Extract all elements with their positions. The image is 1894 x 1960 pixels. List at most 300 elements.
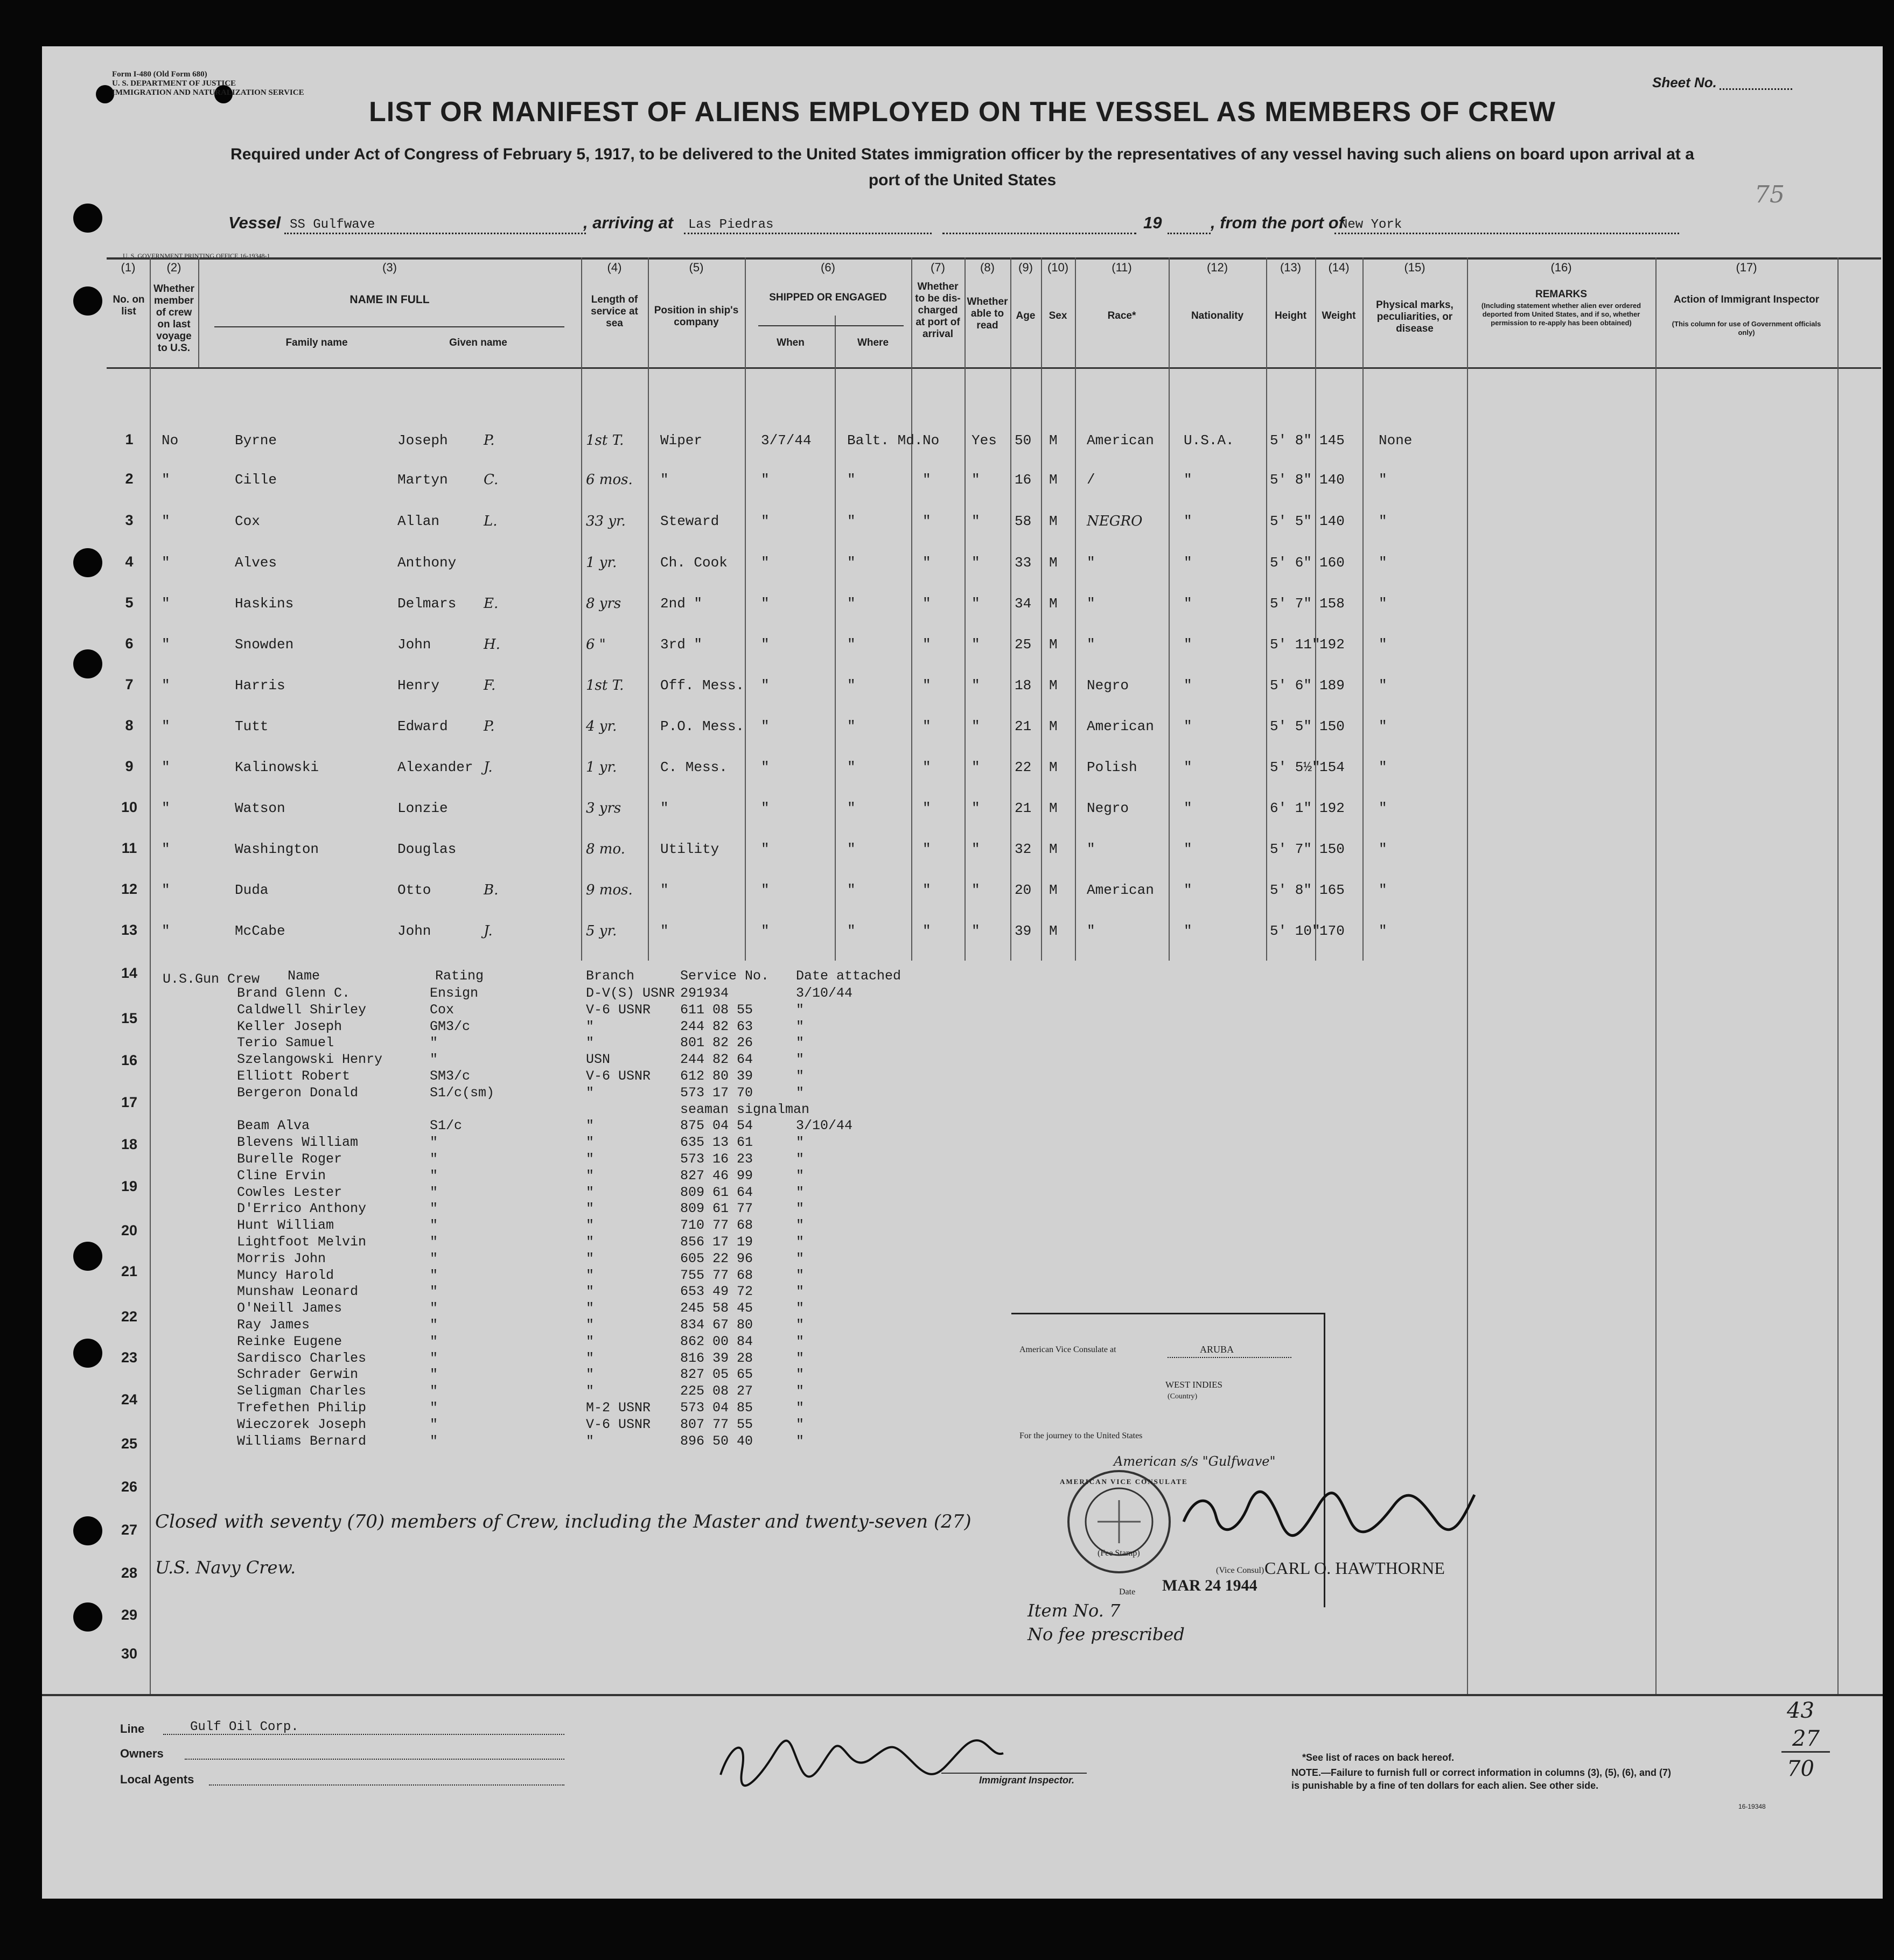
column-divider: [150, 257, 151, 1694]
gun-crew-rating: Ensign: [430, 985, 479, 1001]
printing-office: U. S. GOVERNMENT PRINTING OFFICE 16-19348-1: [123, 252, 270, 260]
stamp-country-label: (Country): [1168, 1392, 1198, 1401]
row-number: 14: [121, 965, 138, 981]
crew-discharged: ": [922, 718, 931, 734]
manifest-sheet: [42, 46, 1883, 1899]
vessel-label: Vessel: [228, 213, 281, 232]
gun-crew-name: Wieczorek Joseph: [237, 1416, 367, 1432]
crew-height: 5' 7": [1270, 841, 1312, 857]
row-number: 17: [121, 1094, 138, 1110]
gun-crew-rating: ": [430, 1151, 438, 1167]
crew-discharged: ": [922, 923, 931, 939]
crew-race: Negro: [1087, 800, 1129, 816]
crew-service: 1 yr.: [586, 555, 617, 571]
gun-crew-rating-header: Rating: [435, 968, 484, 984]
gun-crew-sn-header: Service No.: [680, 968, 770, 984]
crew-height: 5' 6": [1270, 555, 1312, 571]
crew-given-name: Edward: [397, 718, 448, 734]
crew-read: ": [972, 472, 980, 488]
gun-crew-name: Schrader Gerwin: [237, 1367, 359, 1383]
col-header-read: Whether able to read: [967, 296, 1008, 331]
closing-note: Closed with seventy (70) members of Crew, including the Master and twenty-seven (27): [155, 1511, 972, 1532]
crew-family-name: Harris: [235, 677, 285, 694]
gun-crew-date: ": [796, 1018, 805, 1034]
form-id-line2: U. S. DEPARTMENT OF JUSTICE: [112, 79, 236, 88]
from-port-label: , from the port of: [1211, 213, 1344, 232]
crew-sex: M: [1049, 513, 1058, 529]
crew-read: ": [972, 800, 980, 816]
stamp-country: WEST INDIES: [1165, 1380, 1222, 1390]
crew-service: 6 mos.: [586, 472, 633, 488]
gun-crew-branch: ": [586, 1217, 595, 1234]
gun-crew-date: ": [796, 1217, 805, 1234]
crew-where: ": [847, 555, 856, 571]
crew-last-voyage: ": [162, 513, 170, 529]
col-header-name: NAME IN FULL: [350, 293, 430, 306]
gun-crew-service-no: 827 46 99: [680, 1167, 753, 1184]
gun-crew-rating: ": [430, 1317, 438, 1333]
row-number: 13: [121, 922, 138, 938]
gun-crew-name: Blevens William: [237, 1135, 359, 1151]
gun-crew-branch: ": [586, 1151, 595, 1167]
col-header-remarks-note: (Including statement whether alien ever ordered deported from United States, and if so, whether permission to re-apply has been obtained): [1481, 302, 1641, 327]
gun-crew-rating: ": [430, 1135, 438, 1151]
col-num: (9): [1018, 261, 1033, 274]
crew-read: Yes: [972, 432, 997, 449]
gun-crew-name: Terio Samuel: [237, 1035, 334, 1051]
crew-discharged: ": [922, 513, 931, 529]
col-num: (10): [1047, 261, 1069, 274]
crew-read: ": [972, 923, 980, 939]
gun-crew-rating: ": [430, 1383, 438, 1399]
gun-crew-branch: ": [586, 1135, 595, 1151]
crew-nationality: ": [1184, 555, 1192, 571]
row-number: 16: [121, 1052, 138, 1068]
col-num: (8): [980, 261, 995, 274]
crew-marks: ": [1379, 472, 1387, 488]
crew-initial: P.: [484, 718, 495, 734]
crew-last-voyage: ": [162, 841, 170, 857]
vessel-name: SS Gulfwave: [290, 218, 375, 232]
crew-sex: M: [1049, 432, 1058, 449]
row-number: 20: [121, 1222, 138, 1238]
crew-race: American: [1087, 718, 1154, 734]
fee-note: No fee prescribed: [1028, 1624, 1185, 1644]
row-number: 23: [121, 1349, 138, 1366]
crew-last-voyage: ": [162, 677, 170, 694]
crew-race: Polish: [1087, 759, 1137, 775]
col-num: (16): [1550, 261, 1572, 274]
vessel-line: [284, 233, 586, 234]
crew-sex: M: [1049, 841, 1058, 857]
crew-when: 3/7/44: [761, 432, 812, 449]
row-number: 12: [121, 881, 138, 897]
date-line: [942, 233, 1136, 234]
crew-discharged: ": [922, 555, 931, 571]
col-num: (2): [166, 261, 181, 274]
gun-crew-branch: ": [586, 1350, 595, 1366]
gun-crew-rating: ": [430, 1284, 438, 1300]
col-header-last-voyage: Whether member of crew on last voyage to U.S.: [153, 283, 194, 354]
gun-crew-branch: D-V(S) USNR: [586, 985, 675, 1001]
column-divider: [1467, 257, 1468, 1694]
gun-crew-branch: ": [586, 1317, 595, 1333]
col-num: (3): [382, 261, 397, 274]
crew-position: 3rd ": [660, 636, 703, 653]
crew-sex: M: [1049, 636, 1058, 653]
row-number: 21: [121, 1263, 138, 1279]
crew-where: ": [847, 513, 856, 529]
crew-marks: ": [1379, 513, 1387, 529]
crew-discharged: ": [922, 882, 931, 898]
gun-crew-service-no: 875 04 54: [680, 1118, 753, 1134]
col-header-action-note: (This column for use of Government officials only): [1672, 320, 1821, 337]
crew-family-name: Washington: [235, 841, 319, 857]
arriving-port: Las Piedras: [688, 218, 774, 232]
gun-crew-rating: GM3/c: [430, 1018, 471, 1034]
crew-initial: P.: [484, 432, 495, 449]
gun-crew-date: ": [796, 1416, 805, 1432]
gun-crew-name: Caldwell Shirley: [237, 1002, 367, 1018]
gun-crew-service-no: 827 05 65: [680, 1367, 753, 1383]
crew-given-name: Anthony: [397, 555, 457, 571]
gun-crew-name: Lightfoot Melvin: [237, 1234, 367, 1250]
col-num: (14): [1328, 261, 1350, 274]
crew-given-name: Martyn: [397, 472, 448, 488]
gun-crew-branch: ": [586, 1267, 595, 1283]
gun-crew-branch: ": [586, 1018, 595, 1034]
crew-nationality: ": [1184, 596, 1192, 612]
crew-height: 5' 8": [1270, 472, 1312, 488]
crew-when: ": [761, 759, 770, 775]
gun-crew-service-no: 834 67 80: [680, 1317, 753, 1333]
gun-crew-branch: V-6 USNR: [586, 1002, 651, 1018]
gun-crew-branch: ": [586, 1167, 595, 1184]
column-divider: [1010, 257, 1011, 961]
gun-crew-name: O'Neill James: [237, 1300, 343, 1317]
crew-given-name: Otto: [397, 882, 431, 898]
crew-last-voyage: ": [162, 636, 170, 653]
crew-where: ": [847, 759, 856, 775]
crew-age: 16: [1015, 472, 1032, 488]
crew-sex: M: [1049, 800, 1058, 816]
crew-when: ": [761, 472, 770, 488]
col-header-family-name: Family name: [285, 337, 348, 348]
punch-hole: [73, 1242, 102, 1271]
col-num: (5): [689, 261, 704, 274]
table-top-rule: [107, 257, 1881, 260]
crew-initial: C.: [484, 472, 499, 488]
gun-crew-name: Bergeron Donald: [237, 1084, 359, 1101]
row-number: 28: [121, 1565, 138, 1581]
gun-crew-branch: ": [586, 1333, 595, 1349]
row-number: 6: [125, 635, 134, 652]
row-number: 9: [125, 758, 134, 774]
gun-crew-service-no: 801 82 26: [680, 1035, 753, 1051]
gun-crew-branch: ": [586, 1035, 595, 1051]
crew-nationality: U.S.A.: [1184, 432, 1234, 449]
crew-service: 33 yr.: [586, 513, 626, 529]
subheader-rule: [758, 325, 904, 326]
gun-crew-name: Morris John: [237, 1250, 326, 1266]
crew-service: 6 ": [586, 636, 606, 653]
crew-discharged: ": [922, 472, 931, 488]
gun-crew-rating: ": [430, 1234, 438, 1250]
gun-crew-service-no: 573 17 70: [680, 1084, 753, 1101]
crew-age: 25: [1015, 636, 1032, 653]
gun-crew-service-no: 896 50 40: [680, 1433, 753, 1449]
crew-marks: ": [1379, 923, 1387, 939]
crew-race: /: [1087, 472, 1095, 488]
row-number: 19: [121, 1178, 138, 1194]
crew-position: P.O. Mess.: [660, 718, 745, 734]
agents-label: Local Agents: [120, 1773, 194, 1786]
gun-crew-date: ": [796, 1002, 805, 1018]
crew-last-voyage: ": [162, 555, 170, 571]
row-number: 26: [121, 1479, 138, 1495]
col-header-sex: Sex: [1049, 310, 1067, 321]
gun-crew-date: ": [796, 1184, 805, 1200]
crew-race: ": [1087, 555, 1095, 571]
crew-service: 8 yrs: [586, 596, 621, 612]
column-divider: [581, 257, 582, 961]
page-title: LIST OR MANIFEST OF ALIENS EMPLOYED ON THE VESSEL AS MEMBERS OF CREW: [369, 96, 1556, 128]
crew-height: 5' 8": [1270, 432, 1312, 449]
gun-crew-name: D'Errico Anthony: [237, 1201, 367, 1217]
column-divider: [1315, 257, 1316, 961]
gun-crew-date: ": [796, 1250, 805, 1266]
column-divider: [648, 257, 649, 961]
gun-crew-rating: ": [430, 1184, 438, 1200]
crew-nationality: ": [1184, 472, 1192, 488]
gun-crew-service-no: 244 82 63: [680, 1018, 753, 1034]
crew-where: ": [847, 636, 856, 653]
gun-crew-date: ": [796, 1035, 805, 1051]
tally-rule: [1781, 1751, 1830, 1753]
row-number: 24: [121, 1391, 138, 1408]
crew-given-name: Lonzie: [397, 800, 448, 816]
col-num: (1): [121, 261, 136, 274]
col-header-race: Race*: [1107, 310, 1136, 321]
crew-race: ": [1087, 596, 1095, 612]
col-num: (13): [1280, 261, 1302, 274]
crew-when: ": [761, 923, 770, 939]
crew-sex: M: [1049, 555, 1058, 571]
crew-weight: 145: [1319, 432, 1345, 449]
col-header-discharged: Whether to be dis-charged at port of arrival: [915, 281, 961, 340]
crew-nationality: ": [1184, 882, 1192, 898]
gun-crew-rating: ": [430, 1250, 438, 1266]
vice-consul-signature: [1178, 1484, 1480, 1543]
gun-crew-date: 3/10/44: [796, 1118, 853, 1134]
gun-crew-name: Ray James: [237, 1317, 310, 1333]
crew-last-voyage: ": [162, 759, 170, 775]
crew-read: ": [972, 882, 980, 898]
gun-crew-service-no: 635 13 61: [680, 1135, 753, 1151]
gun-crew-rating: ": [430, 1035, 438, 1051]
col-header-when: When: [777, 337, 805, 348]
crew-position: ": [660, 800, 669, 816]
crew-when: ": [761, 677, 770, 694]
crew-height: 5' 7": [1270, 596, 1312, 612]
crew-discharged: ": [922, 677, 931, 694]
crew-last-voyage: No: [162, 432, 179, 449]
gun-crew-date: 3/10/44: [796, 985, 853, 1001]
crew-height: 5' 6": [1270, 677, 1312, 694]
crew-age: 50: [1015, 432, 1032, 449]
punch-hole: [73, 204, 102, 233]
gun-crew-branch: ": [586, 1250, 595, 1266]
crew-family-name: Cille: [235, 472, 277, 488]
crew-family-name: Snowden: [235, 636, 294, 653]
gun-crew-service-no: 710 77 68: [680, 1217, 753, 1234]
footnote-races: *See list of races on back hereof.: [1302, 1752, 1455, 1763]
stamp-consulate: ARUBA: [1200, 1344, 1234, 1355]
stamp-seal-text: AMERICAN VICE CONSULATE: [1060, 1478, 1188, 1486]
gun-crew-date: ": [796, 1052, 805, 1068]
crew-marks: ": [1379, 596, 1387, 612]
crew-weight: 150: [1319, 841, 1345, 857]
stamp-date: MAR 24 1944: [1162, 1577, 1257, 1594]
crew-weight: 158: [1319, 596, 1345, 612]
crew-last-voyage: ": [162, 472, 170, 488]
crew-nationality: ": [1184, 759, 1192, 775]
arriving-line: [684, 233, 932, 234]
crew-service: 1 yr.: [586, 759, 617, 775]
crew-marks: ": [1379, 882, 1387, 898]
crew-given-name: Henry: [397, 677, 440, 694]
gun-crew-service-no: 611 08 55: [680, 1002, 753, 1018]
crew-discharged: ": [922, 841, 931, 857]
crew-race: Negro: [1087, 677, 1129, 694]
tally-1: 43: [1787, 1698, 1814, 1723]
crew-position: Off. Mess.: [660, 677, 745, 694]
crew-where: Balt. Md.: [847, 432, 923, 449]
gun-crew-rating: ": [430, 1167, 438, 1184]
crew-age: 18: [1015, 677, 1032, 694]
col-header-weight: Weight: [1322, 310, 1356, 321]
row-number: 1: [125, 431, 134, 447]
crew-where: ": [847, 718, 856, 734]
crew-race: ": [1087, 636, 1095, 653]
gun-crew-branch: ": [586, 1367, 595, 1383]
gun-crew-service-no: 809 61 77: [680, 1201, 753, 1217]
crew-sex: M: [1049, 472, 1058, 488]
gun-crew-name: Reinke Eugene: [237, 1333, 343, 1349]
crew-given-name: Joseph: [397, 432, 448, 449]
gun-crew-date-header: Date attached: [796, 968, 901, 984]
crew-where: ": [847, 800, 856, 816]
gun-crew-date: ": [796, 1300, 805, 1317]
crew-age: 39: [1015, 923, 1032, 939]
crew-sex: M: [1049, 923, 1058, 939]
gun-crew-service-no: 245 58 45: [680, 1300, 753, 1317]
page-number: 75: [1755, 181, 1785, 208]
gun-crew-rating: ": [430, 1433, 438, 1449]
crew-nationality: ": [1184, 636, 1192, 653]
crew-position: Utility: [660, 841, 719, 857]
inspector-label: Immigrant Inspector.: [979, 1775, 1075, 1786]
gun-crew-rating: ": [430, 1201, 438, 1217]
column-divider: [835, 316, 836, 961]
table-header-rule: [107, 367, 1881, 369]
gun-crew-service-no: 573 04 85: [680, 1400, 753, 1416]
row-number: 4: [125, 554, 134, 570]
crew-weight: 192: [1319, 636, 1345, 653]
crew-weight: 160: [1319, 555, 1345, 571]
crew-initial: H.: [484, 636, 500, 653]
gun-crew-name: Sardisco Charles: [237, 1350, 367, 1366]
footnote-note: NOTE.—Failure to furnish full or correct information in columns (3), (5), (6), and (7): [1291, 1767, 1672, 1778]
crew-marks: ": [1379, 555, 1387, 571]
gun-crew-date: ": [796, 1267, 805, 1283]
gun-crew-service-no: 244 82 64: [680, 1052, 753, 1068]
column-divider: [1041, 257, 1042, 961]
crew-age: 20: [1015, 882, 1032, 898]
crew-initial: J.: [484, 759, 493, 775]
crew-family-name: Kalinowski: [235, 759, 319, 775]
crew-read: ": [972, 596, 980, 612]
gun-crew-date: ": [796, 1383, 805, 1399]
row-number: 30: [121, 1646, 138, 1662]
crew-family-name: McCabe: [235, 923, 285, 939]
crew-age: 58: [1015, 513, 1032, 529]
crew-when: ": [761, 596, 770, 612]
crew-age: 22: [1015, 759, 1032, 775]
gun-crew-name: Trefethen Philip: [237, 1400, 367, 1416]
gun-crew-branch: ": [586, 1433, 595, 1449]
gun-crew-name: Brand Glenn C.: [237, 985, 351, 1001]
subtitle-line1: Required under Act of Congress of February 5, 1917, to be delivered to the United States immigration officer by the representatives of any vessel having such aliens on board upon arrival at a: [230, 145, 1694, 163]
col-header-no: No. on list: [113, 294, 145, 317]
crew-when: ": [761, 882, 770, 898]
crew-position: Wiper: [660, 432, 703, 449]
gun-crew-service-no: 573 16 23: [680, 1151, 753, 1167]
crew-height: 6' 1": [1270, 800, 1312, 816]
crew-weight: 189: [1319, 677, 1345, 694]
row-number: 3: [125, 512, 134, 528]
stamp-vice-consul-label: (Vice Consul): [1216, 1566, 1264, 1575]
gun-crew-name: Muncy Harold: [237, 1267, 334, 1283]
gun-crew-name: Keller Joseph: [237, 1018, 343, 1034]
crew-family-name: Alves: [235, 555, 277, 571]
gun-crew-name: Cline Ervin: [237, 1167, 326, 1184]
col-num: (17): [1736, 261, 1757, 274]
crew-race: American: [1087, 882, 1154, 898]
punch-hole: [73, 548, 102, 577]
row-number: 18: [121, 1136, 138, 1152]
gun-crew-service-no: 291934: [680, 985, 729, 1001]
stamp-vessel: American s/s "Gulfwave": [1114, 1454, 1276, 1469]
gun-crew-rating: ": [430, 1400, 438, 1416]
row-number: 7: [125, 676, 134, 692]
col-num: (11): [1112, 261, 1132, 274]
crew-service: 5 yr.: [586, 923, 617, 939]
crew-sex: M: [1049, 882, 1058, 898]
crew-nationality: ": [1184, 923, 1192, 939]
crew-family-name: Watson: [235, 800, 285, 816]
gun-crew-date: ": [796, 1284, 805, 1300]
gun-crew-service-no: 809 61 64: [680, 1184, 753, 1200]
owners-field: [185, 1759, 564, 1760]
gun-crew-service-no: 862 00 84: [680, 1333, 753, 1349]
column-divider: [1655, 257, 1657, 1694]
crew-read: ": [972, 636, 980, 653]
crew-weight: 140: [1319, 472, 1345, 488]
crew-race: ": [1087, 841, 1095, 857]
stamp-fee: (Fee Stamp): [1098, 1549, 1140, 1558]
punch-hole: [73, 649, 102, 678]
